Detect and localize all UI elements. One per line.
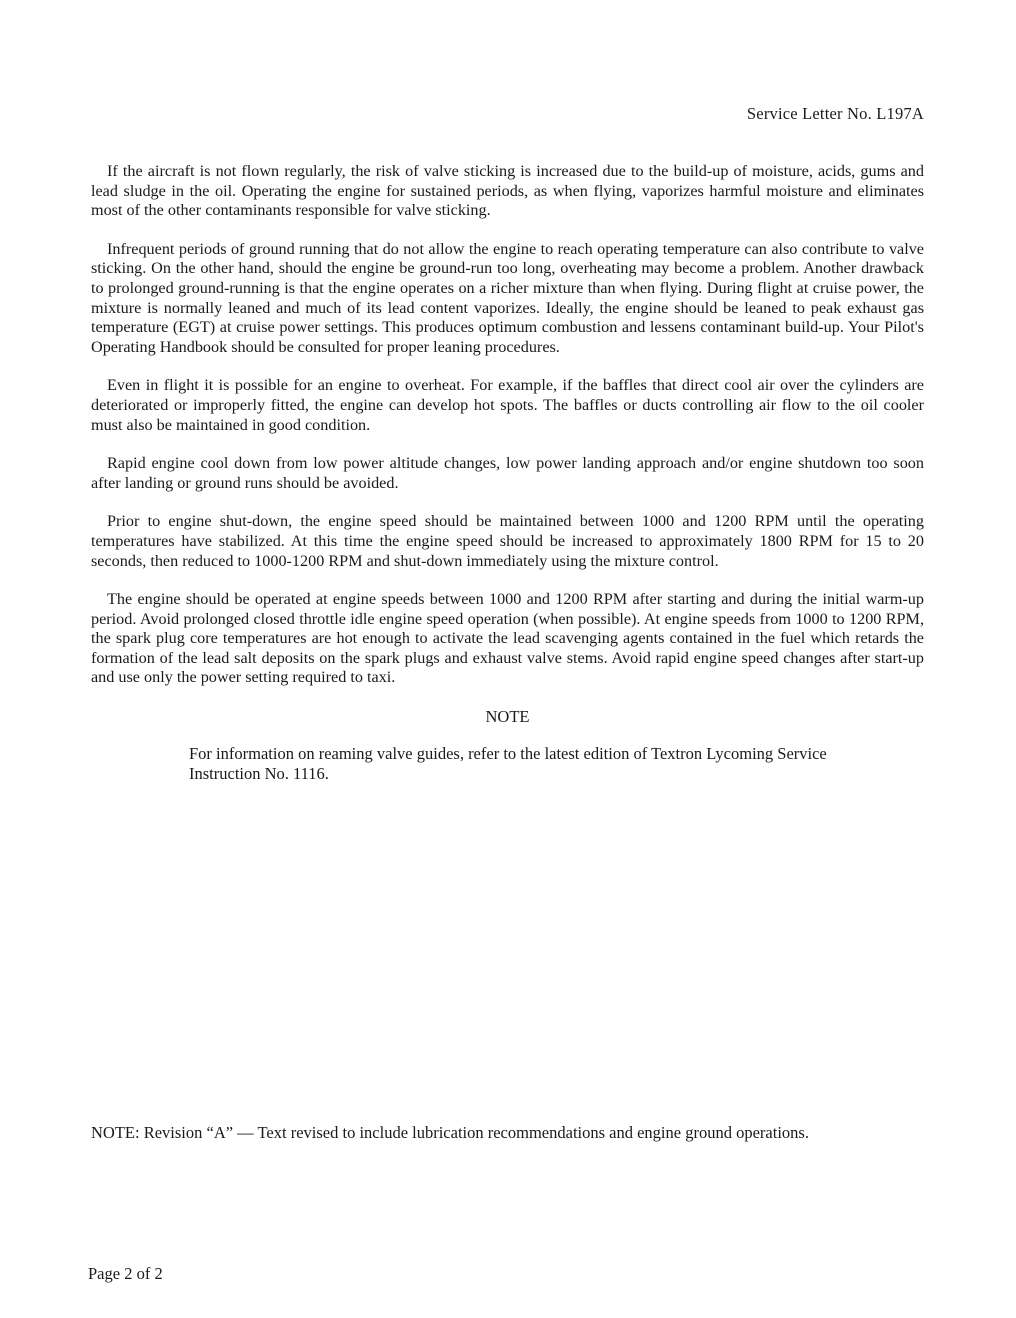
service-letter-number: Service Letter No. L197A bbox=[746, 104, 924, 123]
document-body bbox=[91, 162, 924, 784]
paragraph-cool-down: Rapid engine cool down from low power altitude changes, low power landing approach and/or engine shutdown too soon after landing or ground runs should be avoided. bbox=[91, 454, 924, 492]
paragraph-overheat: Even in flight it is possible for an engine to overheat. For example, if the baffles that direct cool air over the cylinders are deteriorated or improperly fitted, the engine can develop hot spots. The baffles or ducts controlling air flow to the oil cooler must also be maintained in good condition. bbox=[91, 376, 924, 434]
paragraph-warm-up: The engine should be operated at engine speeds between 1000 and 1200 RPM after starting and during the initial warm-up period. Avoid prolonged closed throttle idle engine speed operation (when possible). At engine speeds from 1000 to 1200 RPM, the spark plug core temperatures are hot enough to activate the lead scavenging agents contained in the fuel which retards the formation of the lead salt deposits on the spark plugs and exhaust valve stems. Avoid rapid engine speed changes after start-up and use only the power setting required to taxi. bbox=[91, 590, 924, 687]
revision-note: NOTE: Revision “A” — Text revised to include lubrication recommendations and engine ground operations. bbox=[91, 1123, 809, 1142]
paragraph-shut-down: Prior to engine shut-down, the engine speed should be maintained between 1000 and 1200 RPM until the operating temperatures have stabilized. At this time the engine speed should be increased to approximately 1800 RPM for 15 to 20 seconds, then reduced to 1000-1200 RPM and shut-down immediately using the mixture control. bbox=[91, 512, 924, 570]
note-heading: NOTE bbox=[485, 707, 530, 727]
note-text: For information on reaming valve guides, refer to the latest edition of Textron Lycoming Service Instruction No. 1116. bbox=[189, 744, 827, 784]
paragraph-ground-running: Infrequent periods of ground running that do not allow the engine to reach operating temperature can also contribute to valve sticking. On the other hand, should the engine be ground-run too long, overheating may become a problem. Another drawback to prolonged ground-running is that the engine operates on a richer mixture than when flying. During flight at cruise power, the mixture is normally leaned and much of its lead content vaporizes. Ideally, the engine should be leaned to peak exhaust gas temperature (EGT) at cruise power settings. This produces optimum combustion and lessens contaminant build-up. Your Pilot's Operating Handbook should be consulted for proper leaning procedures. bbox=[91, 239, 924, 356]
page-number: Page 2 of 2 bbox=[88, 1264, 163, 1283]
paragraph-valve-sticking: If the aircraft is not flown regularly, the risk of valve sticking is increased due to the build-up of moisture, acids, gums and lead sludge in the oil. Operating the engine for sustained periods, as when flying, vaporizes harmful moisture and eliminates most of the other contaminants responsible for valve sticking. bbox=[91, 162, 924, 220]
